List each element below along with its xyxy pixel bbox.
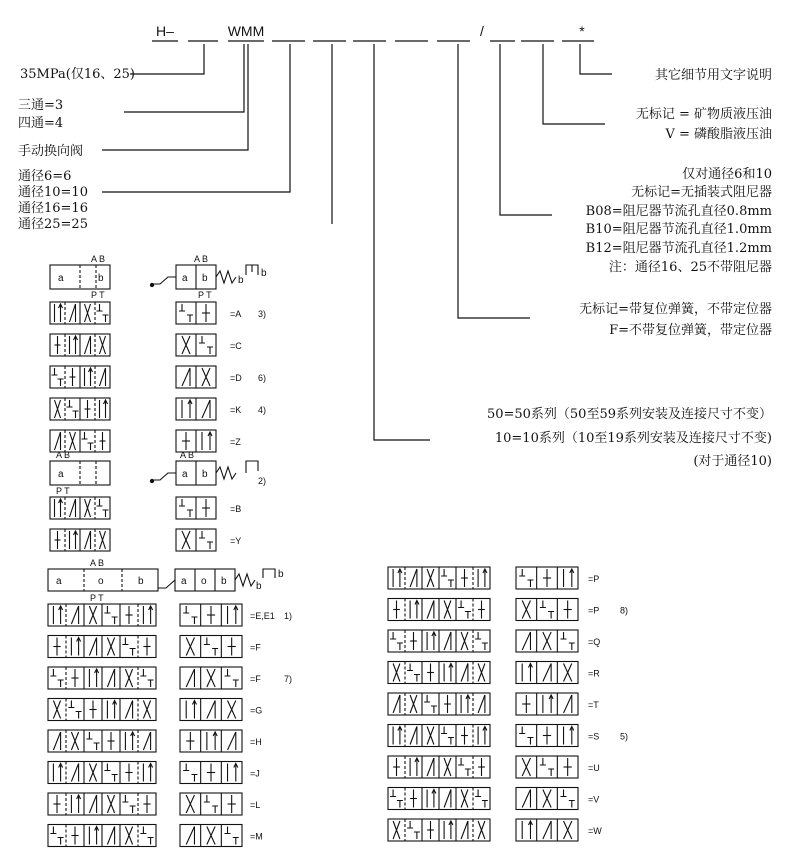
spool-symbol-full xyxy=(50,430,110,452)
spool-symbol-simple xyxy=(180,636,242,658)
spool-symbol-simple xyxy=(176,302,216,324)
spool-code: =H xyxy=(250,737,262,747)
symbol-row-group3-2 xyxy=(48,667,292,689)
spool-symbol-full xyxy=(388,567,490,589)
symbol-row-group4-6 xyxy=(388,756,600,778)
spring-detent-label: F=不带复位弹簧，带定位器 xyxy=(609,323,772,338)
spool-symbol-simple xyxy=(176,398,216,420)
symbol-row-group4-0 xyxy=(388,567,599,589)
spool-symbol-full xyxy=(388,788,490,810)
spool-symbol-simple xyxy=(516,756,578,778)
size-25-label: 通径25=25 xyxy=(18,217,88,232)
spool-code: =Z xyxy=(230,437,241,447)
spool-symbol-full xyxy=(388,756,490,778)
position-b: b xyxy=(98,273,104,284)
spool-code: =T xyxy=(588,700,599,710)
spool-code: =V xyxy=(588,794,600,805)
valve-header-1 xyxy=(50,265,258,289)
orifice-note2-label: 注：通径16、25不带阻尼器 xyxy=(608,260,772,275)
symbol-row-group1-3 xyxy=(50,398,266,420)
spool-symbol-simple xyxy=(180,825,242,847)
leader-line-0 xyxy=(130,44,204,74)
spool-symbol-full xyxy=(388,630,490,652)
valve-header-3 xyxy=(48,569,275,591)
spool-symbol-simple xyxy=(180,667,242,689)
spool-symbol-full xyxy=(50,398,110,420)
symbol-row-group4-1 xyxy=(388,599,628,621)
symbol-row-group3-1 xyxy=(48,636,261,658)
spool-code: =G xyxy=(250,705,263,716)
orifice-none-label: 无标记=无插装式阻尼器 xyxy=(631,185,772,200)
spool-code: =R xyxy=(588,668,600,679)
actuator-b: b xyxy=(238,275,244,286)
ports-ab-2: A B xyxy=(194,254,209,264)
spool-note: 8) xyxy=(620,605,629,616)
position-b-h3: b xyxy=(138,576,144,587)
position-a-h3b: a xyxy=(181,576,187,587)
spool-symbol-simple xyxy=(180,604,242,626)
symbol-row-group4-2 xyxy=(388,630,600,652)
spool-symbol-simple xyxy=(516,567,578,589)
spool-symbol-rows xyxy=(48,302,628,847)
symbol-row-group2-0 xyxy=(50,497,241,519)
spool-symbol-full xyxy=(48,793,156,815)
orifice-b10-label: B10=阻尼器节流孔直径1.0mm xyxy=(585,222,772,237)
spool-symbol-simple xyxy=(180,762,242,784)
spring-return-label: 无标记=带复位弹簧，不带定位器 xyxy=(579,302,772,317)
spool-symbol-full xyxy=(48,636,156,658)
spool-symbol-simple xyxy=(516,788,578,810)
code-token-h: H– xyxy=(156,23,174,39)
spool-note: 3) xyxy=(258,309,267,319)
symbol-row-group1-0 xyxy=(50,302,266,324)
ports-pt: P T xyxy=(91,290,105,300)
ports-pt-2: P T xyxy=(198,290,212,300)
ports-pt-h2: P T xyxy=(56,486,70,496)
spool-symbol-full xyxy=(48,667,156,689)
spool-symbol-full xyxy=(50,302,110,324)
spool-code: =P xyxy=(588,605,600,616)
code-token-slash: / xyxy=(480,23,484,39)
spool-code: =W xyxy=(588,826,602,836)
series-10-note-label: (对于通径10) xyxy=(693,454,772,469)
code-token-wmm: WMM xyxy=(227,23,265,39)
spool-code: =Q xyxy=(588,637,601,647)
spool-symbol-full xyxy=(48,730,156,752)
spool-note: 4) xyxy=(258,405,267,415)
symbol-row-group1-2 xyxy=(50,366,266,388)
ways-4-label: 四通=4 xyxy=(18,116,64,131)
position-a-2: a xyxy=(182,273,188,284)
manual-valve-label: 手动换向阀 xyxy=(18,144,84,159)
spool-symbol-full xyxy=(48,825,156,847)
symbol-row-group1-4 xyxy=(50,430,241,452)
spool-note: 6) xyxy=(258,373,267,383)
spool-code: =B xyxy=(230,504,242,514)
spool-symbol-full xyxy=(388,693,490,715)
position-b-h2b: b xyxy=(202,469,208,480)
symbol-row-group2-1 xyxy=(50,529,241,551)
fluid-phosphate-label: V = 磷酸脂液压油 xyxy=(665,127,772,142)
spool-code: =S xyxy=(588,731,600,742)
spool-symbol-full xyxy=(48,762,156,784)
symbol-row-group4-3 xyxy=(388,662,600,684)
valve-header-2-labels xyxy=(56,450,266,496)
spool-symbol-simple xyxy=(516,693,578,715)
spool-code: =F xyxy=(250,674,261,684)
leader-line-8 xyxy=(543,44,605,124)
spool-symbol-simple xyxy=(176,334,216,356)
leader-line-2 xyxy=(102,44,248,150)
spool-code: =P xyxy=(588,574,600,584)
spool-symbol-simple xyxy=(180,730,242,752)
spool-symbol-full xyxy=(388,819,490,841)
spool-symbol-full xyxy=(48,699,156,721)
spool-code: =A xyxy=(230,309,242,319)
spool-code: =F xyxy=(250,642,261,653)
actuator-b-h3: b xyxy=(256,581,262,592)
valve-header-2 xyxy=(50,461,258,485)
ports-ab-h2: A B xyxy=(56,450,71,460)
symbol-row-group3-3 xyxy=(48,699,262,721)
symbol-row-group4-5 xyxy=(388,725,628,747)
spool-note: 7) xyxy=(284,674,293,684)
spool-code: =D xyxy=(230,373,242,383)
spool-symbol-simple xyxy=(516,725,578,747)
spool-code: =M xyxy=(250,831,263,842)
leader-line-6 xyxy=(458,44,530,318)
position-a-h3: a xyxy=(56,576,62,587)
orifice-b12-label: B12=阻尼器节流孔直径1.2mm xyxy=(585,241,772,256)
spool-symbol-full xyxy=(50,497,110,519)
spool-symbol-simple xyxy=(516,662,578,684)
symbol-row-group3-4 xyxy=(48,730,262,752)
spool-symbol-full xyxy=(50,529,110,551)
spool-code: =Y xyxy=(230,536,242,546)
spool-symbol-simple xyxy=(176,430,216,452)
actuator-b-h3b: b xyxy=(278,569,284,580)
fluid-mineral-label: 无标记 = 矿物质液压油 xyxy=(635,107,772,122)
spool-symbol-full xyxy=(388,725,490,747)
position-b-2: b xyxy=(202,273,208,284)
pressure-label: 35MPa(仅16、25) xyxy=(20,67,135,82)
ordering-code-line xyxy=(152,23,594,41)
size-16-label: 通径16=16 xyxy=(18,201,88,216)
orifice-b08-label: B08=阻尼器节流孔直径0.8mm xyxy=(585,204,772,219)
spool-symbol-simple xyxy=(516,819,578,841)
series-10-label: 10=10系列（10至19系列安装及连接尺寸不变) xyxy=(494,431,772,446)
code-token-star: * xyxy=(579,23,585,39)
spool-symbol-full xyxy=(48,604,156,626)
position-b-h3b: b xyxy=(221,576,227,587)
spool-symbol-simple xyxy=(176,366,216,388)
spool-code: =L xyxy=(250,800,261,810)
spool-symbol-simple xyxy=(516,599,578,621)
symbol-row-group1-1 xyxy=(50,334,242,356)
symbol-row-group3-6 xyxy=(48,793,260,815)
position-a-h2: a xyxy=(58,469,64,480)
actuator-b-2: b xyxy=(261,268,267,279)
symbol-row-group3-5 xyxy=(48,762,260,784)
symbol-row-group4-8 xyxy=(388,819,602,841)
spool-symbol-simple xyxy=(176,497,216,519)
size-10-label: 通径10=10 xyxy=(18,185,88,200)
symbol-row-group3-0 xyxy=(48,604,292,626)
ways-3-label: 三通=3 xyxy=(18,98,64,113)
spool-code: =K xyxy=(230,405,242,415)
valve-header-3-labels xyxy=(56,558,284,603)
leader-line-9 xyxy=(580,44,612,74)
size-6-label: 通径6=6 xyxy=(18,169,72,184)
symbol-row-group4-4 xyxy=(388,693,599,715)
leader-line-5 xyxy=(374,44,430,440)
spool-symbol-simple xyxy=(180,699,242,721)
leader-line-1 xyxy=(124,44,244,112)
series-50-label: 50=50系列（50至59系列安装及连接尺寸不变） xyxy=(486,407,772,422)
spool-code: =U xyxy=(588,763,600,773)
ports-pt-h3: P T xyxy=(90,593,104,603)
spool-code: =C xyxy=(230,341,242,351)
spool-symbol-full xyxy=(388,599,490,621)
spool-symbol-simple xyxy=(516,630,578,652)
spool-symbol-simple xyxy=(176,529,216,551)
ports-ab: A B xyxy=(91,254,106,264)
symbol-row-group3-7 xyxy=(48,825,263,847)
other-details-label: 其它细节用文字说明 xyxy=(654,68,772,83)
position-o-h3b: o xyxy=(201,576,207,587)
spool-note: 5) xyxy=(620,731,629,742)
spool-note: 1) xyxy=(284,611,293,621)
position-o-h3: o xyxy=(98,576,104,587)
leader-lines xyxy=(102,44,612,440)
note-2: 2) xyxy=(258,476,267,486)
position-a-h2b: a xyxy=(182,469,188,480)
symbol-row-group4-7 xyxy=(388,788,599,810)
leader-line-7 xyxy=(500,44,552,215)
ports-ab-h2b: A B xyxy=(180,450,195,460)
spool-symbol-full xyxy=(50,334,110,356)
spool-code: =J xyxy=(250,768,260,779)
spool-symbol-full xyxy=(388,662,490,684)
orifice-note-label: 仅对通径6和10 xyxy=(682,167,772,182)
spool-symbol-full xyxy=(50,366,110,388)
spool-code: =E,E1 xyxy=(250,611,275,621)
ports-ab-h3: A B xyxy=(90,558,105,568)
position-a: a xyxy=(58,273,64,284)
spool-symbol-simple xyxy=(180,793,242,815)
